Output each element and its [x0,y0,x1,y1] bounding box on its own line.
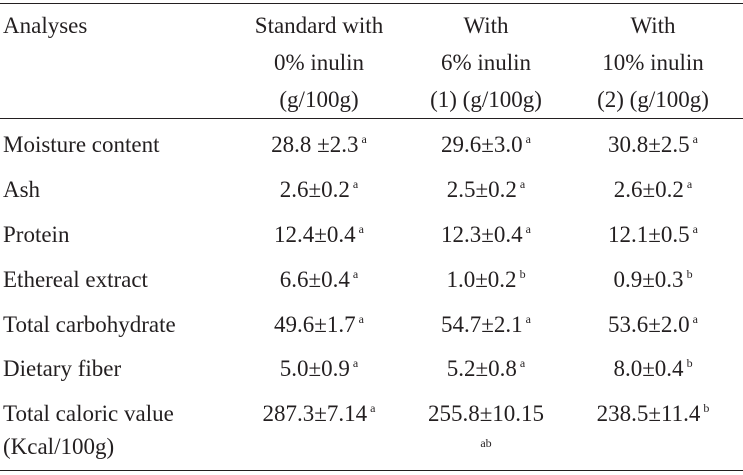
cell-fiber-10pct: 8.0±0.4 $^b$ [613,356,693,381]
cell-carbohydrate-standard: 49.6±1.7 $^a$ [274,312,364,337]
cell-protein-6pct: 12.3±0.4 $^a$ [441,222,531,247]
header-standard-line1: Standard with [254,13,384,38]
header-6pct-line3: (1) (g/100g) [430,87,542,112]
header-6pct-line2: 6% inulin [440,50,532,75]
row-label-caloric-unit: (Kcal/100g) [3,434,115,459]
header-standard-line2: 0% inulin [273,50,365,75]
cell-fiber-standard: 5.0±0.9 $^a$ [279,356,359,381]
row-label-moisture: Moisture content [3,132,160,157]
cell-ethereal-10pct: 0.9±0.3 $^b$ [613,267,693,292]
header-10pct-line1: With [630,13,676,38]
header-bottom-rule [0,118,743,119]
cell-protein-standard: 12.4±0.4 $^a$ [274,222,364,247]
cell-fiber-6pct: 5.2±0.8 $^a$ [446,356,526,381]
cell-moisture-standard: 28.8 ±2.3 $^a$ [271,132,367,157]
row-label-ethereal-extract: Ethereal extract [3,267,148,292]
header-10pct-line2: 10% inulin [602,50,704,75]
cell-moisture-6pct: 29.6±3.0 $^a$ [441,132,531,157]
header-6pct-line1: With [463,13,509,38]
cell-moisture-10pct: 30.8±2.5 $^a$ [608,132,698,157]
row-label-total-caloric-value: Total caloric value [3,401,174,426]
cell-ash-10pct: 2.6±0.2 $^a$ [613,177,693,202]
cell-carbohydrate-10pct: 53.6±2.0 $^a$ [608,312,698,337]
cell-ethereal-6pct: 1.0±0.2 $^b$ [446,267,526,292]
row-label-protein: Protein [3,222,70,247]
cell-ash-6pct: 2.5±0.2 $^a$ [446,177,526,202]
cell-protein-10pct: 12.1±0.5 $^a$ [608,222,698,247]
row-label-dietary-fiber: Dietary fiber [3,356,122,381]
cell-ash-standard: 2.6±0.2 $^a$ [279,177,359,202]
cell-carbohydrate-6pct: 54.7±2.1 $^a$ [441,312,531,337]
table-top-rule [0,3,743,4]
cell-caloric-6pct: 255.8±10.15 [427,401,545,426]
header-10pct-line3: (2) (g/100g) [597,87,709,112]
table-bottom-rule [0,470,743,471]
cell-caloric-6pct-letter: ab [480,436,492,450]
row-label-total-carbohydrate: Total carbohydrate [3,312,176,337]
cell-caloric-10pct: 238.5±11.4 $^b$ [596,401,710,426]
header-analyses: Analyses [3,13,88,38]
cell-ethereal-standard: 6.6±0.4 $^a$ [279,267,359,292]
row-label-ash: Ash [3,177,41,202]
header-standard-line3: (g/100g) [279,87,359,112]
cell-caloric-standard: 287.3±7.14 $^a$ [262,401,376,426]
